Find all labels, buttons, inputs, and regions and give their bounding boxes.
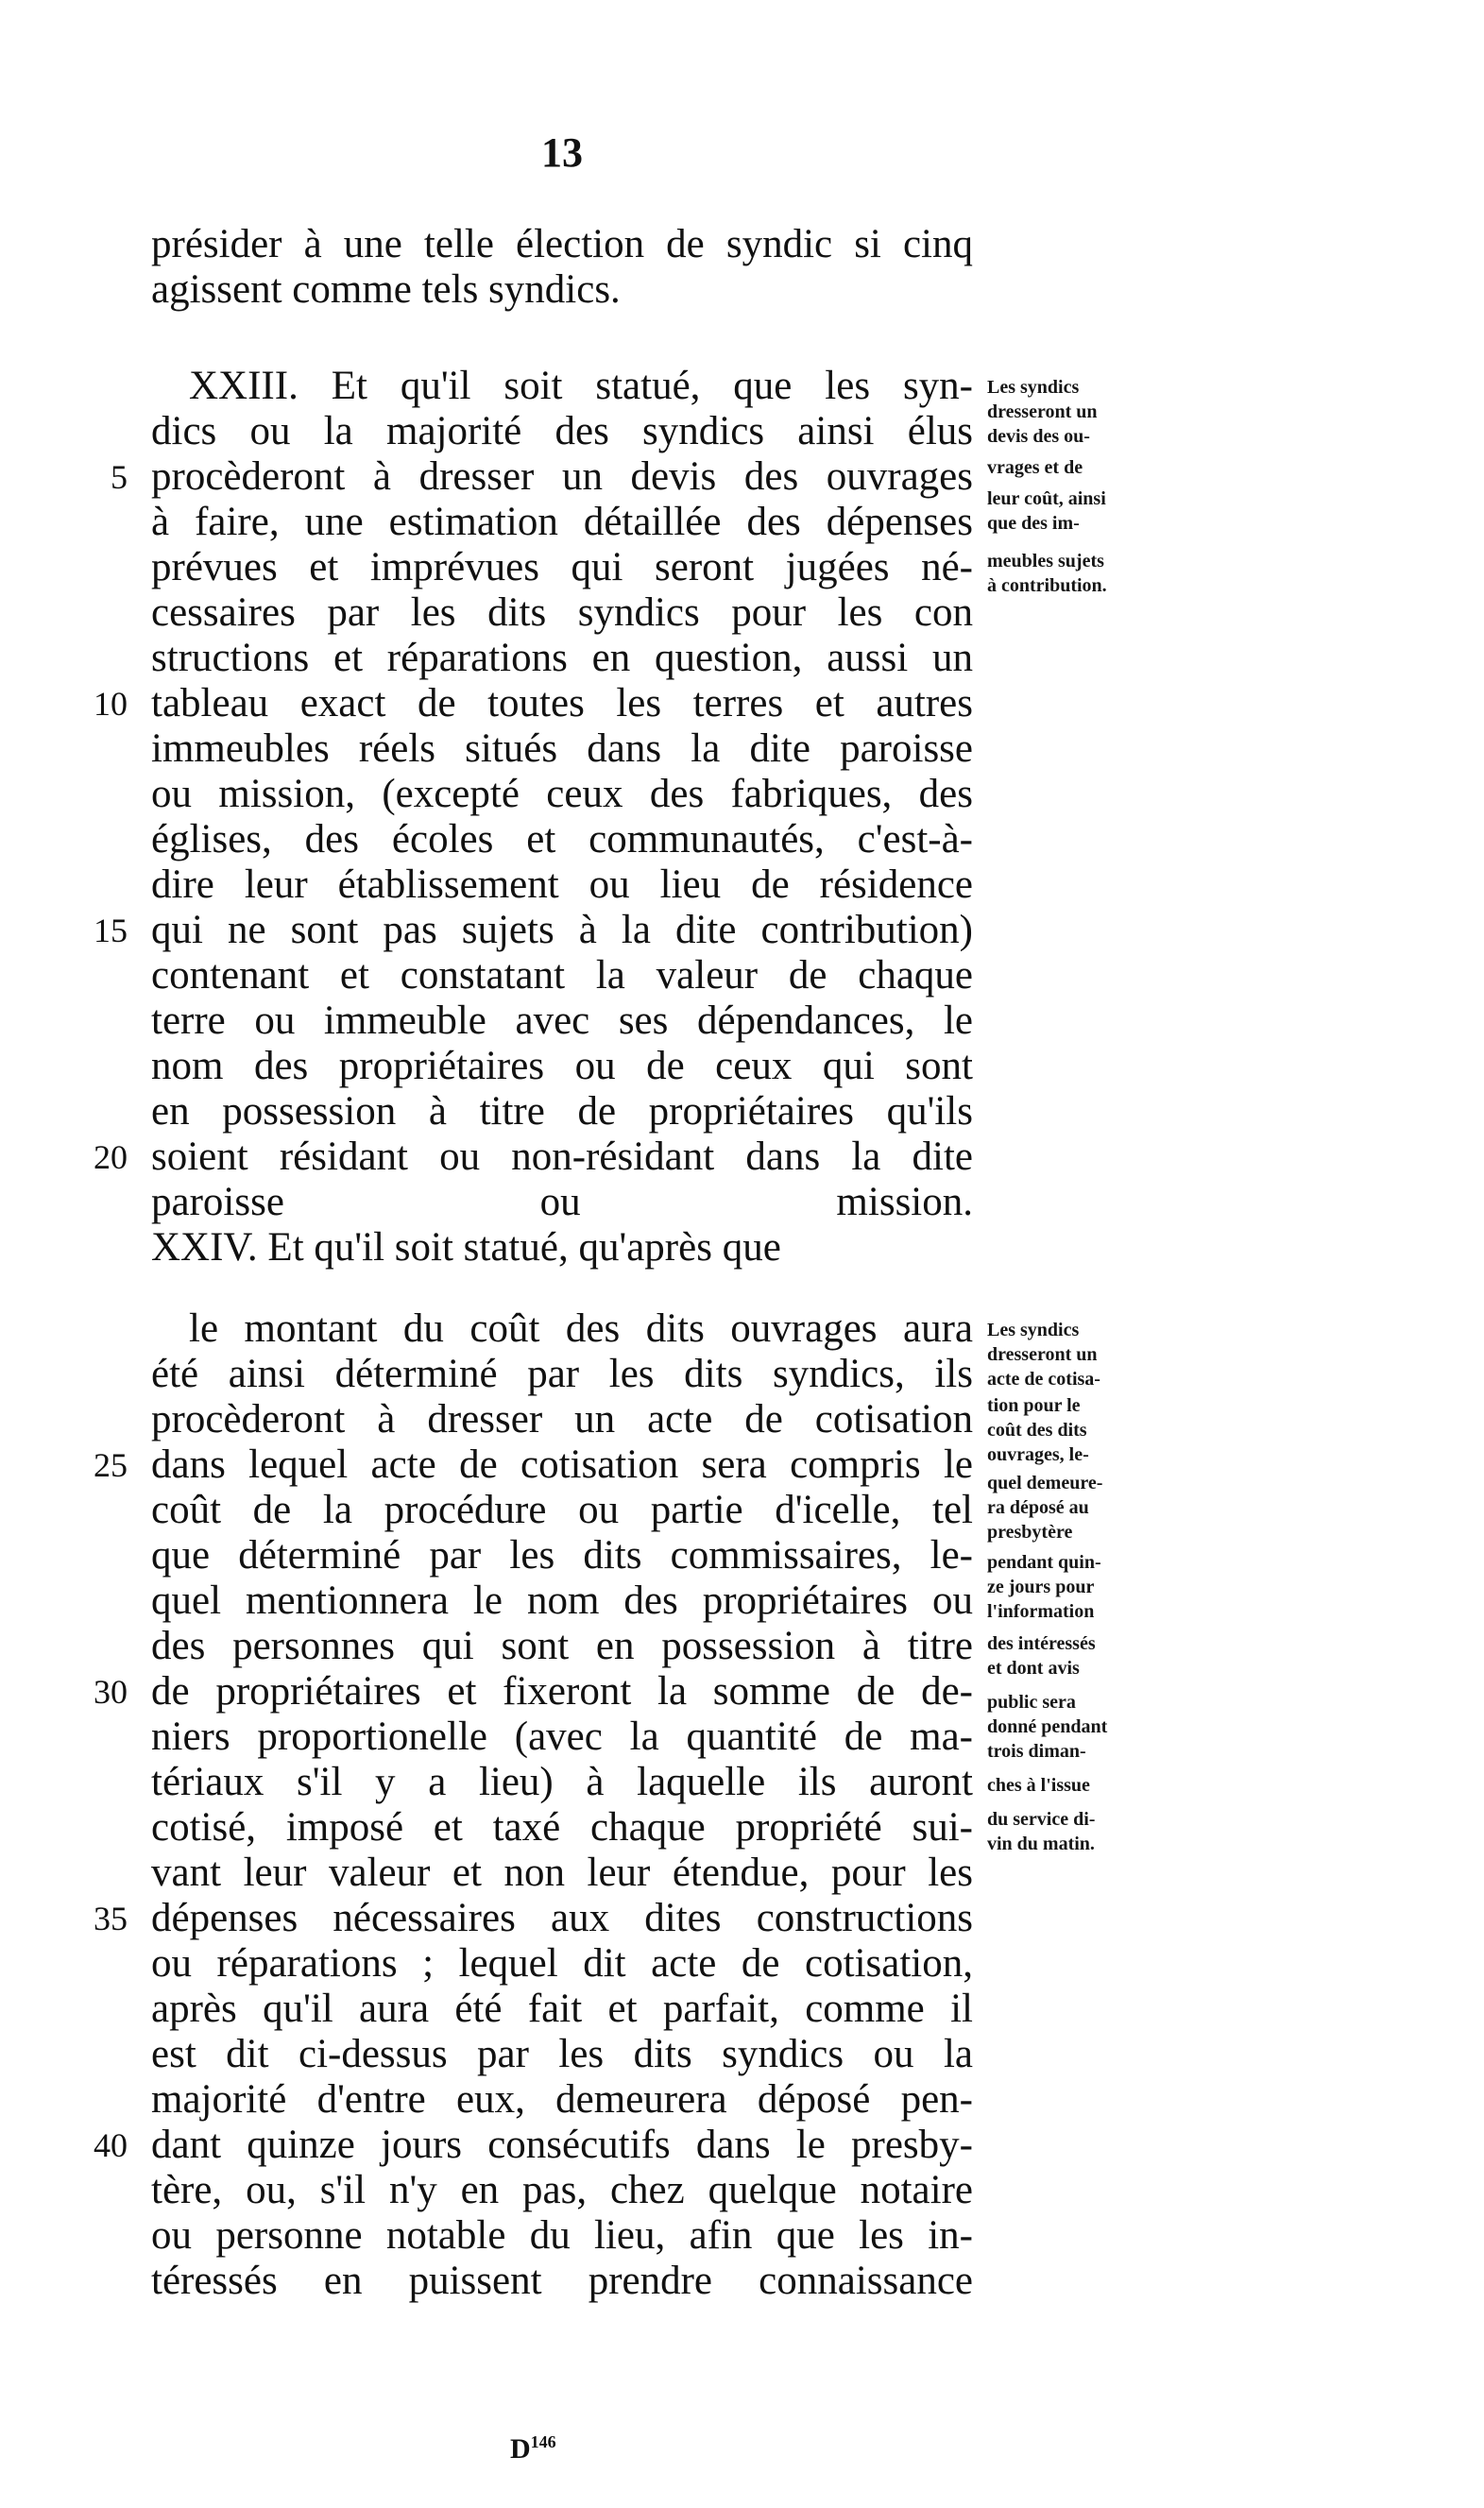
- margin-note-line: acte de cotisa-: [987, 1369, 1100, 1390]
- margin-note-line: dresseront un: [987, 401, 1098, 422]
- margin-note-line: ze jours pour: [987, 1577, 1095, 1597]
- line-number: 35: [94, 1900, 128, 1937]
- text-line: procèderont à dresser un acte de cotisation: [151, 1397, 973, 1442]
- text-line: des personnes qui sont en possession à titre: [151, 1624, 973, 1668]
- text-line: dics ou la majorité des syndics ainsi élus: [151, 409, 973, 453]
- text-line: ou personne notable du lieu, afin que les in-: [151, 2213, 973, 2258]
- margin-note-line: des intéressés: [987, 1633, 1096, 1654]
- text-line: nom des propriétaires ou de ceux qui sont: [151, 1044, 973, 1088]
- line-number: 15: [94, 912, 128, 949]
- text-line: [151, 2304, 973, 2349]
- page-number: 13: [541, 129, 583, 176]
- margin-note-line: ches à l'issue: [987, 1775, 1090, 1796]
- text-line: contenant et constatant la valeur de chaque: [151, 953, 973, 998]
- section-heading-xxiv: le montant du coût des dits ouvrages aura: [189, 1306, 973, 1351]
- margin-note-line: et dont avis: [987, 1658, 1080, 1679]
- margin-note-line: public sera: [987, 1692, 1076, 1713]
- text-line: coût de la procédure ou partie d'icelle, tel: [151, 1488, 973, 1532]
- margin-note-line: trois diman-: [987, 1741, 1086, 1762]
- text-line: procèderont à dresser un devis des ouvrages: [151, 454, 973, 499]
- margin-note-line: devis des ou-: [987, 426, 1090, 447]
- text-line: XXIV. Et qu'il soit statué, qu'après que: [151, 1225, 781, 1270]
- text-line: immeubles réels situés dans la dite paroisse: [151, 726, 973, 771]
- text-line: églises, des écoles et communautés, c'est-à-: [151, 817, 973, 862]
- text-line: cessaires par les dits syndics pour les con: [151, 590, 973, 635]
- text-line: prévues et imprévues qui seront jugées né-: [151, 545, 973, 589]
- text-line: après qu'il aura été fait et parfait, comme il: [151, 1987, 973, 2031]
- margin-note-line: ra déposé au: [987, 1497, 1089, 1518]
- margin-note-line: l'information: [987, 1601, 1095, 1622]
- line-number: 10: [94, 685, 128, 723]
- line-number: 40: [94, 2126, 128, 2164]
- margin-note-line: Les syndics: [987, 1320, 1080, 1340]
- text-line: tère, ou, s'il n'y en pas, chez quelque notaire: [151, 2168, 973, 2212]
- text-line: vant leur valeur et non leur étendue, pour les: [151, 1851, 973, 1895]
- text-line: majorité d'entre eux, demeurera déposé pen-: [151, 2077, 973, 2122]
- margin-note-line: que des im-: [987, 513, 1080, 534]
- margin-note-line: leur coût, ainsi: [987, 488, 1106, 509]
- margin-note-line: vrages et de: [987, 457, 1083, 478]
- text-line: qui ne sont pas sujets à la dite contribution): [151, 908, 973, 952]
- line-number: 20: [94, 1138, 128, 1176]
- text-line: ou mission, (excepté ceux des fabriques, des: [151, 772, 973, 816]
- text-line: que déterminé par les dits commissaires, le-: [151, 1533, 973, 1578]
- line-number: 25: [94, 1446, 128, 1484]
- text-line: dépenses nécessaires aux dites constructions: [151, 1896, 973, 1940]
- margin-note-line: presbytère: [987, 1522, 1073, 1543]
- text-line: cotisé, imposé et taxé chaque propriété sui-: [151, 1805, 973, 1850]
- printer-signature-mark: [510, 2432, 556, 2465]
- margin-note-line: coût des dits: [987, 1420, 1087, 1441]
- line-number: 30: [94, 1673, 128, 1711]
- text-line: agissent comme tels syndics.: [151, 267, 621, 312]
- text-line: terre ou immeuble avec ses dépendances, le: [151, 998, 973, 1043]
- text-line: structions et réparations en question, aussi un: [151, 636, 973, 680]
- margin-note-line: dresseront un: [987, 1344, 1098, 1365]
- text-line: tériaux s'il y a lieu) à laquelle ils auront: [151, 1760, 973, 1804]
- text-line: niers proportionelle (avec la quantité de ma-: [151, 1715, 973, 1759]
- text-line: été ainsi déterminé par les dits syndics, ils: [151, 1352, 973, 1396]
- text-line: quel mentionnera le nom des propriétaires ou: [151, 1578, 973, 1623]
- margin-note-line: meubles sujets: [987, 551, 1104, 572]
- text-line: présider à une telle élection de syndic si cinq: [151, 222, 973, 266]
- text-line: en possession à titre de propriétaires qu'ils: [151, 1089, 973, 1134]
- signature-letter: D: [510, 2433, 531, 2465]
- margin-note-line: vin du matin.: [987, 1834, 1095, 1854]
- text-line: paroisse ou mission.: [151, 1180, 973, 1224]
- margin-note-line: à contribution.: [987, 575, 1107, 596]
- text-line: ou réparations ; lequel dit acte de cotisation,: [151, 1941, 973, 1986]
- text-line: tableau exact de toutes les terres et autres: [151, 681, 973, 725]
- text-line: de propriétaires et fixeront la somme de de-: [151, 1669, 973, 1714]
- margin-note-line: pendant quin-: [987, 1552, 1101, 1573]
- signature-number: 146: [530, 2432, 556, 2451]
- margin-note-line: ouvrages, le-: [987, 1444, 1089, 1465]
- text-line: est dit ci-dessus par les dits syndics ou la: [151, 2032, 973, 2076]
- text-line: téressés en puissent prendre connaissance: [151, 2259, 973, 2303]
- text-line: soient résidant ou non-résidant dans la dite: [151, 1135, 973, 1179]
- text-line: dant quinze jours consécutifs dans le presby-: [151, 2123, 973, 2167]
- margin-note-line: quel demeure-: [987, 1473, 1103, 1493]
- margin-note-line: donné pendant: [987, 1716, 1108, 1737]
- margin-note-line: tion pour le: [987, 1395, 1081, 1416]
- line-number: 5: [111, 458, 128, 496]
- margin-note-line: Les syndics: [987, 377, 1080, 398]
- section-heading-xxiii: XXIII. Et qu'il soit statué, que les syn-: [189, 364, 973, 408]
- text-line: dire leur établissement ou lieu de résidence: [151, 862, 973, 907]
- text-line: à faire, une estimation détaillée des dépenses: [151, 500, 973, 544]
- text-line: dans lequel acte de cotisation sera compris le: [151, 1442, 973, 1487]
- margin-note-line: du service di-: [987, 1809, 1096, 1830]
